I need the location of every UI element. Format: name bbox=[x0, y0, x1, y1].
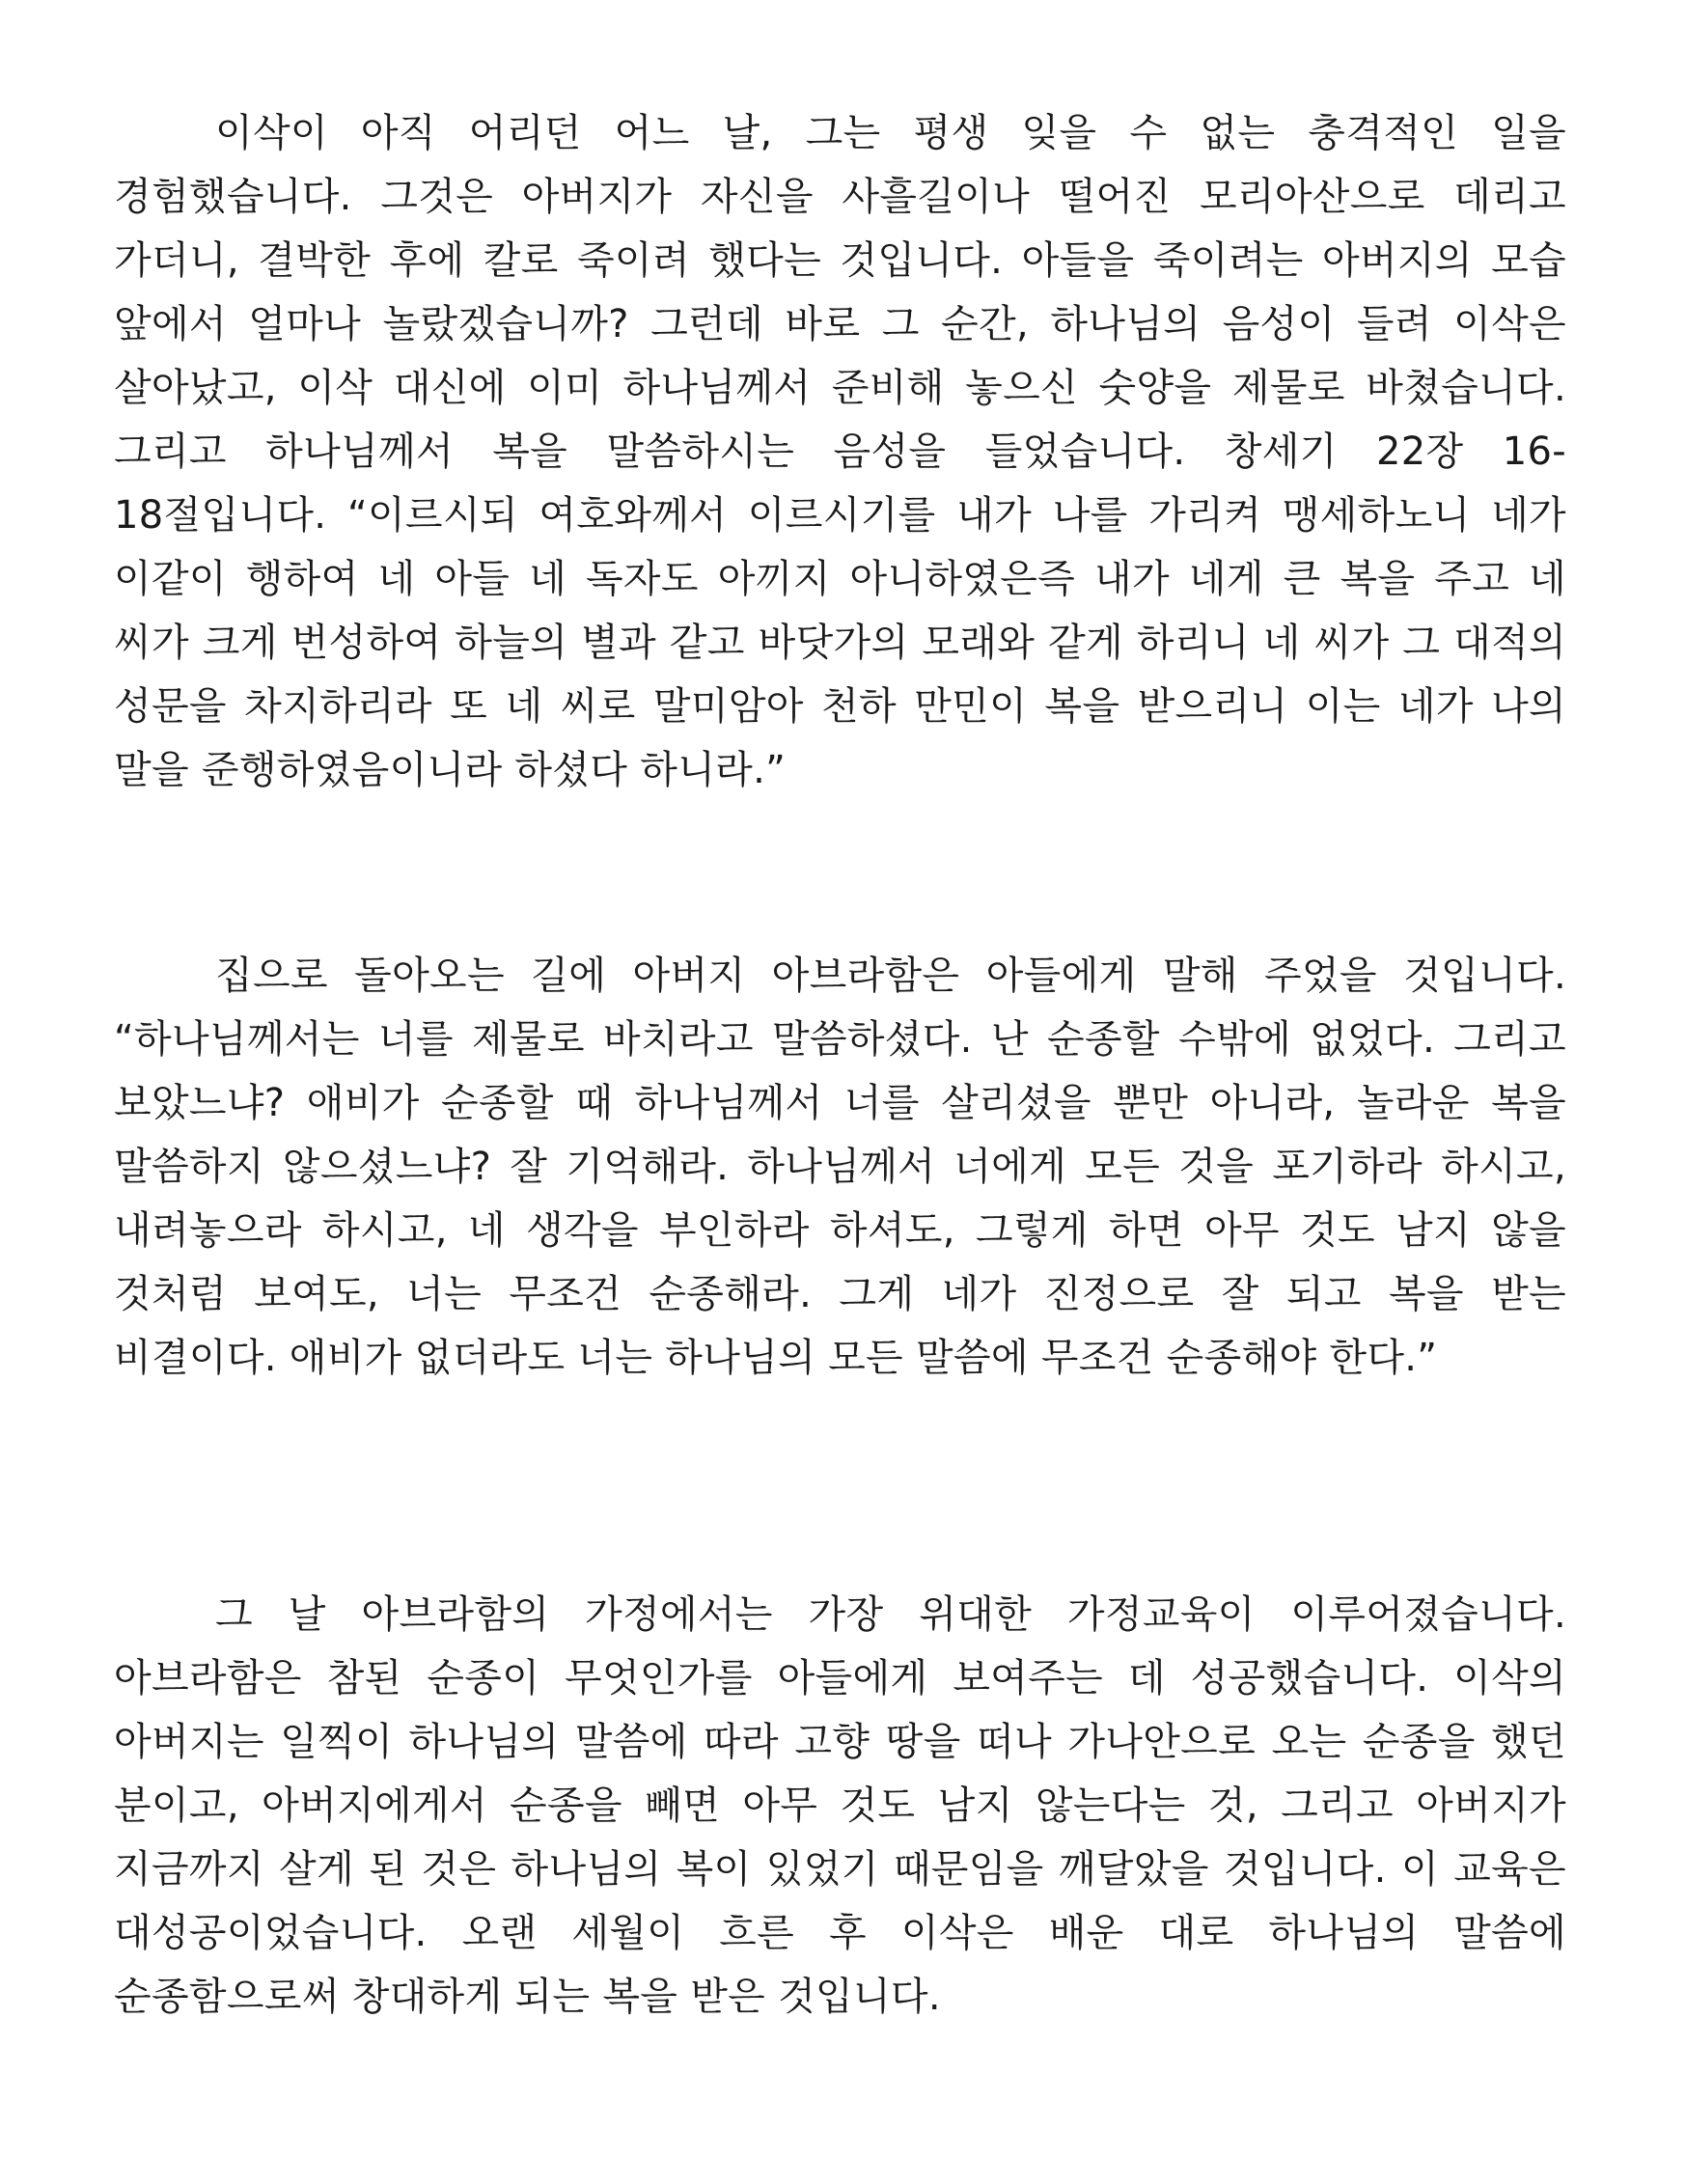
paragraph-2: 집으로 돌아오는 길에 아버지 아브라함은 아들에게 말해 주었을 것입니다. “하나님께서는 너를 제물로 바치라고 말씀하셨다. 난 순종할 수밖에 없었다. 그리고 보았느냐? 애비가 순종할 때 하나님께서 너를 살리셨을 뿐만 아니라, 놀라운 복을 말씀하지 않으셨느냐? 잘 기억해라. 하나님께서 너에게 모든 것을 포기하라 하시고, 내려놓으라 하시고, 네 생각을 부인하라 하셔도, 그렇게 하면 아무 것도 남지 않을 것처럼 보여도, 너는 무조건 순종해라. 그게 네가 진정으로 잘 되고 복을 받는 비결이다. 애비가 없더라도 너는 하나님의 모든 말씀에 무조건 순종해야 한다.” bbox=[114, 954, 1566, 1380]
paragraph-3: 그 날 아브라함의 가정에서는 가장 위대한 가정교육이 이루어졌습니다. 아브라함은 참된 순종이 무엇인가를 아들에게 보여주는 데 성공했습니다. 이삭의 아버지는 일찍이 하나님의 말씀에 따라 고향 땅을 떠나 가나안으로 오는 순종을 했던 분이고, 아버지에게서 순종을 빼면 아무 것도 남지 않는다는 것, 그리고 아버지가 지금까지 살게 된 것은 하나님의 복이 있었기 때문임을 깨달았을 것입니다. 이 교육은 대성공이었습니다. 오랜 세월이 흐른 후 이삭은 배운 대로 하나님의 말씀에 순종함으로써 창대하게 되는 복을 받은 것입니다. bbox=[114, 1592, 1566, 2019]
paragraph-1: 이삭이 아직 어리던 어느 날, 그는 평생 잊을 수 없는 충격적인 일을 경험했습니다. 그것은 아버지가 자신을 사흘길이나 떨어진 모리아산으로 데리고 가더니, 결박한 후에 칼로 죽이려 했다는 것입니다. 아들을 죽이려는 아버지의 모습 앞에서 얼마나 놀랐겠습니까? 그런데 바로 그 순간, 하나님의 음성이 들려 이삭은 살아났고, 이삭 대신에 이미 하나님께서 준비해 놓으신 숫양을 제물로 바쳤습니다. 그리고 하나님께서 복을 말씀하시는 음성을 들었습니다. 창세기 22장 16-18절입니다. “이르시되 여호와께서 이르시기를 내가 나를 가리켜 맹세하노니 네가 이같이 행하여 네 아들 네 독자도 아끼지 아니하였은즉 내가 네게 큰 복을 주고 네 씨가 크게 번성하여 하늘의 별과 같고 바닷가의 모래와 같게 하리니 네 씨가 그 대적의 성문을 차지하리라 또 네 씨로 말미암아 천하 만민이 복을 받으리니 이는 네가 나의 말을 준행하였음이니라 하셨다 하니라.” bbox=[114, 111, 1566, 792]
